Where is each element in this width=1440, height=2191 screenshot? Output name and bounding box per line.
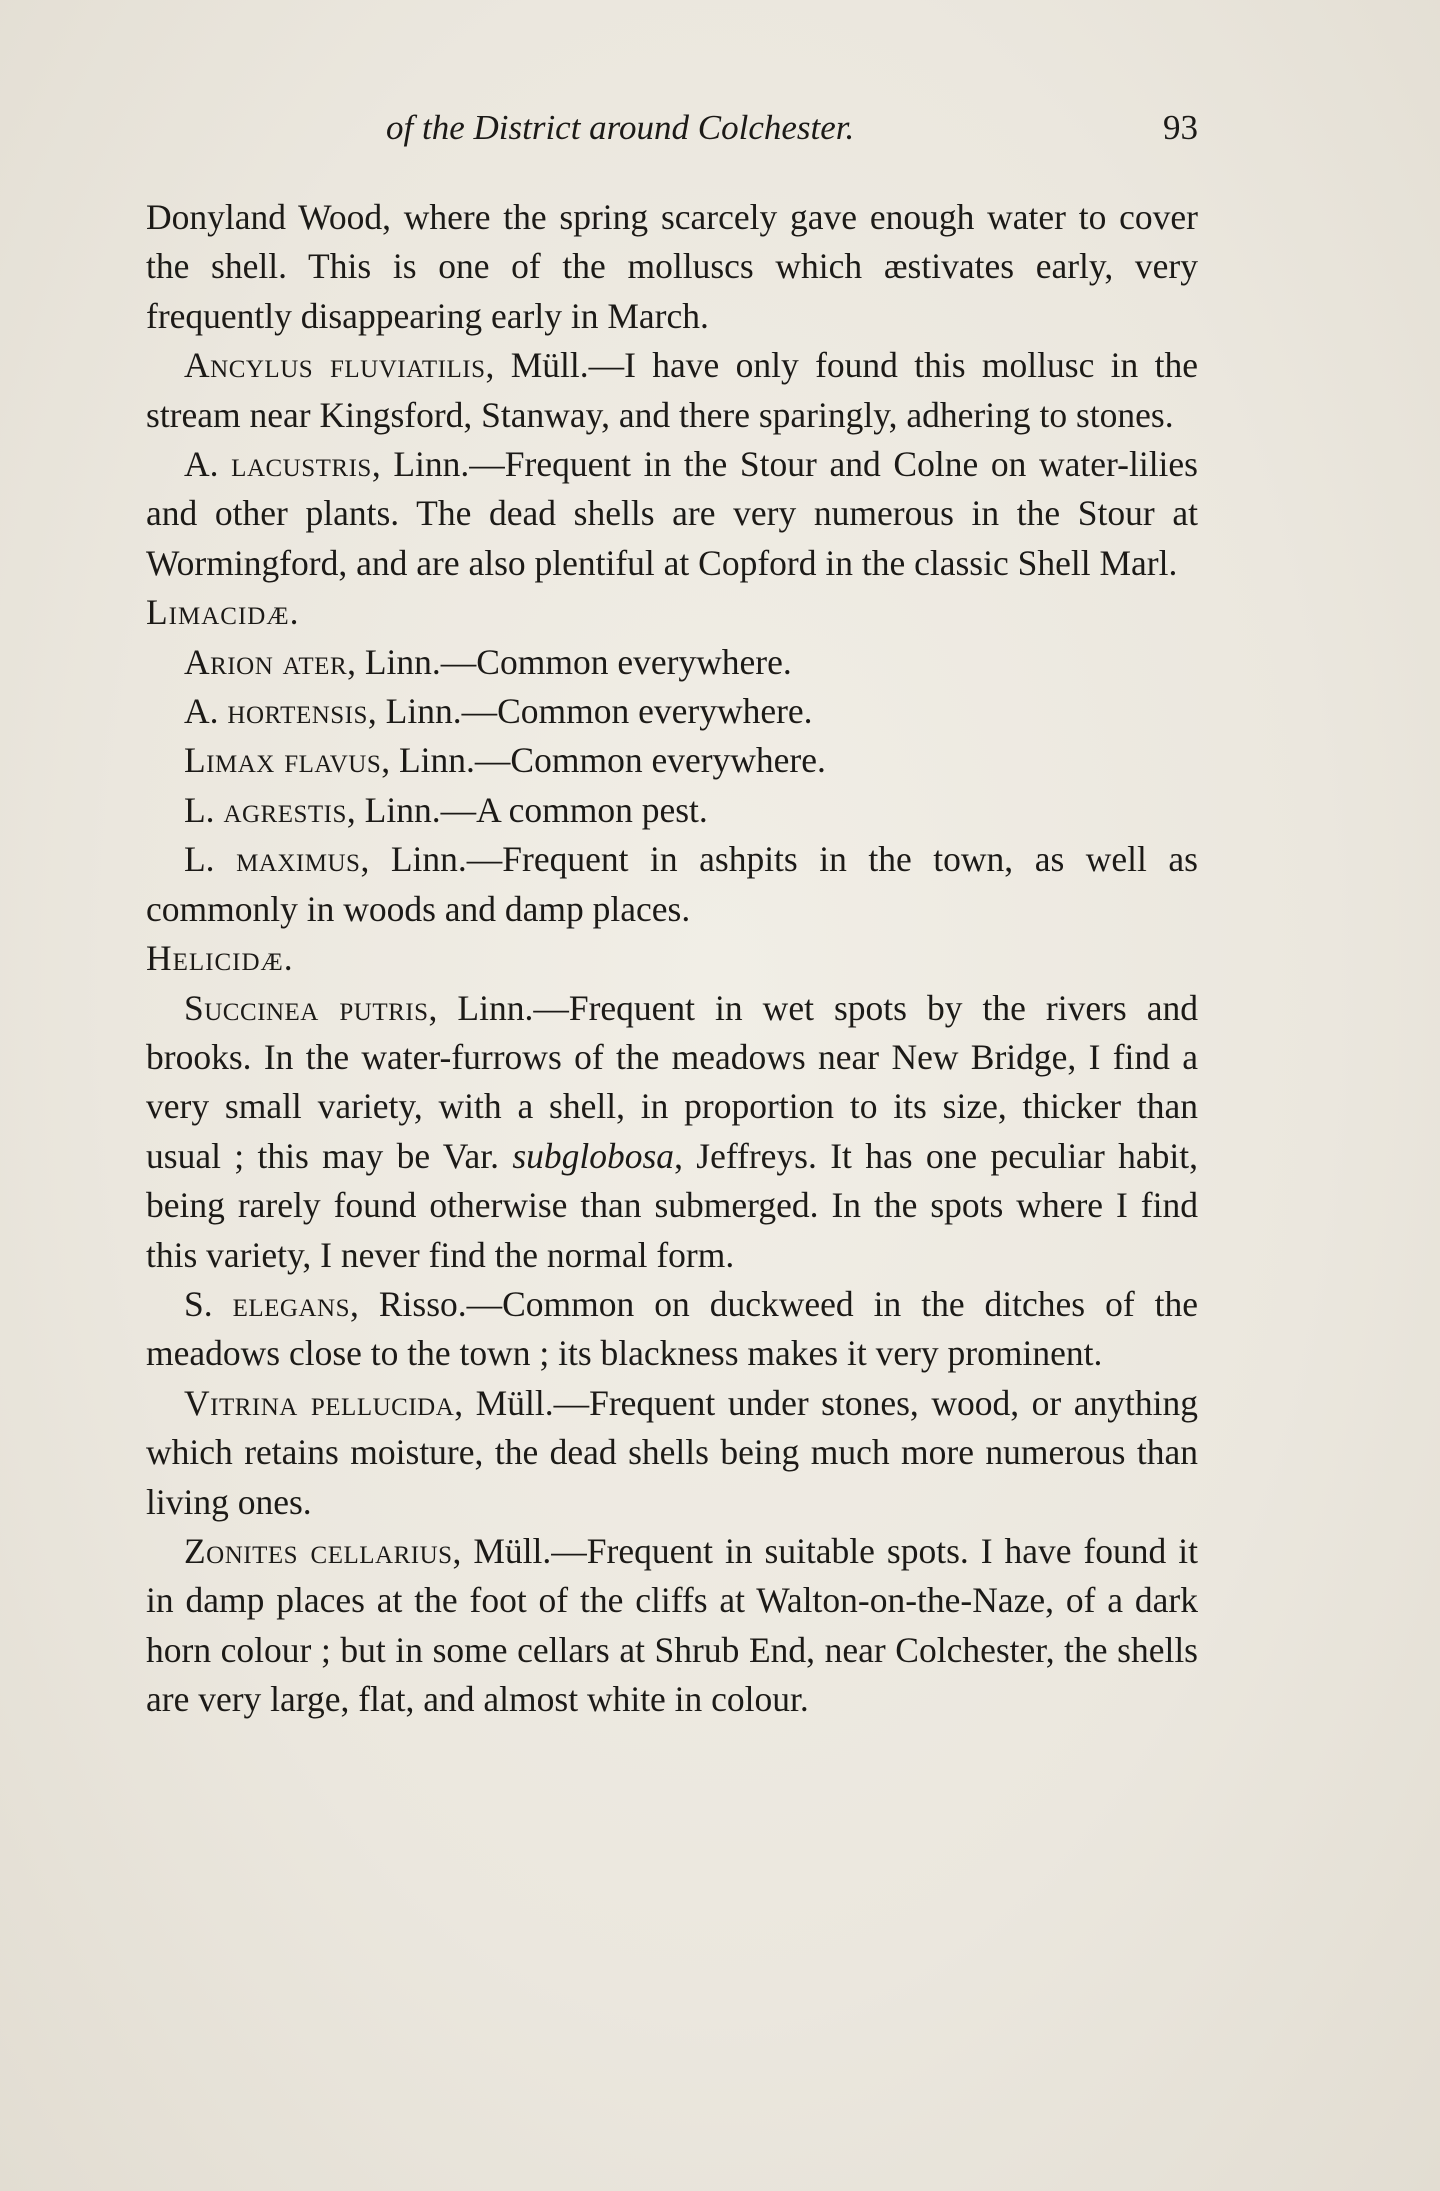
family-heading-limacidae: Limacidæ.	[146, 592, 300, 633]
entry-a-lacustris	[146, 440, 1198, 588]
entry-text: , Linn.—Frequent in ashpits in the town, as well as commonly in woods and damp places.	[146, 839, 1199, 929]
entry-text: , Linn.—Frequent in wet spots by the rivers and brooks. In the water-furrows of the meadows near New Bridge, I find a very small variety, with a shell, in proportion to its size, thicker than usual ; this may be Var.	[146, 987, 1198, 1176]
genus-abbrev: L.	[184, 789, 224, 830]
entry-a-hortensis	[146, 687, 1198, 736]
entry-text: , Müll.—I have only found this mollusc in the stream near Kingsford, Stanway, and there sparingly, adhering to stones.	[146, 345, 1198, 435]
species-name: Limax flavus	[184, 740, 382, 781]
species-name: Zonites cellarius	[184, 1530, 453, 1571]
entry-text: , Linn.—Common everywhere.	[347, 641, 792, 682]
species-name: Arion ater	[184, 641, 348, 682]
entry-text-cont: , Jeffreys. It has one peculiar habit, being rarely found otherwise than submerged. In the spots where I find this variety, I never find the normal form.	[146, 1135, 1198, 1275]
species-name: lacustris	[231, 444, 372, 485]
entry-limax-flavus	[146, 736, 1198, 785]
entry-vitrina-pellucida	[146, 1379, 1198, 1527]
genus-abbrev: L.	[184, 839, 237, 880]
entry-text: , Müll.—Frequent under stones, wood, or anything which retains moisture, the dead shells being much more numerous than living ones.	[146, 1382, 1198, 1522]
species-name: Vitrina pellucida	[184, 1382, 455, 1423]
genus-abbrev: A.	[184, 444, 232, 485]
species-name: elegans	[232, 1283, 350, 1324]
entry-s-elegans	[146, 1280, 1198, 1379]
body-text	[146, 193, 1198, 1725]
entry-ancylus-fluviatilis	[146, 341, 1198, 440]
running-title: of the District around Colchester.	[386, 108, 855, 147]
entry-text: , Müll.—Frequent in suitable spots. I have found it in damp places at the foot of the cliffs at Walton-on-the-Naze, of a dark horn colour ; but in some cellars at Shrub End, near Colchester, the shells are very large, flat, and almost white in colour.	[146, 1530, 1198, 1720]
paragraph-intro: Donyland Wood, where the spring scarcely gave enough water to cover the shell. This is one of the molluscs which æstivates early, very frequently disappearing early in March.	[146, 197, 1198, 336]
entry-succinea-putris	[146, 984, 1198, 1280]
page-number: 93	[1163, 108, 1198, 147]
variety-name: subglobosa	[512, 1135, 675, 1176]
family-heading-helicidae: Helicidæ.	[146, 938, 294, 979]
species-name: maximus	[236, 839, 361, 880]
entry-l-maximus	[146, 835, 1198, 934]
entry-zonites-cellarius	[146, 1527, 1198, 1725]
entry-arion-ater	[146, 638, 1198, 687]
species-name: hortensis	[227, 691, 368, 732]
entry-text: , Risso.—Common on duckweed in the ditches of the meadows close to the town ; its blackness makes it very prominent.	[146, 1283, 1198, 1374]
species-name: Ancylus fluviatilis	[184, 345, 486, 386]
entry-text: , Linn.—Common everywhere.	[381, 740, 826, 781]
genus-abbrev: A.	[184, 691, 228, 732]
entry-text: , Linn.—Common everywhere.	[367, 691, 813, 732]
species-name: agrestis	[223, 789, 347, 830]
species-name: Succinea putris	[184, 987, 429, 1028]
running-head	[146, 108, 1198, 158]
entry-text: , Linn.—A common pest.	[346, 789, 708, 830]
entry-l-agrestis	[146, 786, 1198, 835]
genus-abbrev: S.	[184, 1283, 233, 1324]
entry-text: , Linn.—Frequent in the Stour and Colne on water-lilies and other plants. The dead shells are very numerous in the Stour at Wormingford, and are also plentiful at Copford in the classic Shell Marl.	[146, 444, 1198, 583]
